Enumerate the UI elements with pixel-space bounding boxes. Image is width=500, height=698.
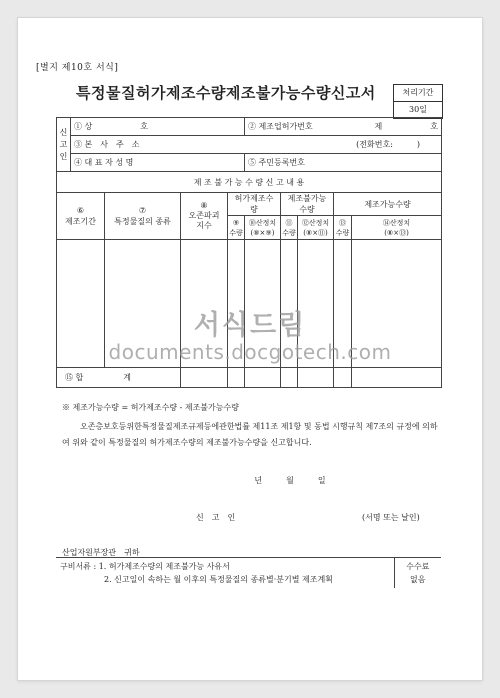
representative-field[interactable]: ④ 대 표 자 성 명 — [71, 154, 245, 172]
form-number: [별지 제10호 서식] — [36, 63, 119, 73]
header-c9: ⑨ 수량 — [228, 216, 245, 240]
resident-number-field[interactable]: ⑤ 주민등록번호 — [245, 154, 442, 172]
header-impossible-quantity: 제조불가능수량 — [281, 193, 334, 216]
processing-period-label: 처리기간 — [402, 88, 434, 97]
fee-box — [394, 558, 441, 589]
fee-label: 수수료 — [406, 562, 430, 571]
formula-note: ※ 제조가능수량 = 허가제조수량 - 제조불가능수량 — [62, 403, 239, 412]
watermark-title: 서식드림 — [193, 310, 307, 341]
total-row — [57, 368, 442, 388]
total-label: ⑮ 합 계 — [57, 368, 181, 388]
header-c12: ⑫산정치 (⑧×⑪) — [298, 216, 334, 240]
processing-period-value: 30일 — [394, 101, 442, 118]
date-line[interactable]: 년 월 일 — [254, 476, 326, 485]
trade-name-field[interactable]: ① 상 호 — [71, 118, 245, 136]
header-c13: ⑬ 수량 — [334, 216, 352, 240]
attachments-label: 구비서류 : — [60, 562, 97, 571]
signer-label: 신 고 인 — [196, 513, 236, 522]
page-title: 특정물질허가제조수량제조불가능수량신고서 — [76, 84, 376, 102]
permit-number-field[interactable]: ② 제조업허가번호 제 호 — [245, 118, 442, 136]
watermark-url: documents.docgotech.com — [108, 340, 392, 364]
header-c11: ⑪ 수량 — [281, 216, 298, 240]
reporter-side-label: 신 고 인 — [57, 118, 71, 172]
recipient: 산업자원부장관 귀하 — [62, 548, 140, 557]
processing-period-box — [393, 84, 443, 119]
header-permitted-quantity: 허가제조수량 — [228, 193, 281, 216]
declaration-text: 오존층보호등위한특정물질제조규제등에관한법률 제11조 제1항 및 동법 시행규칙 제7조의 규정에 의하여 위와 같이 특정물질의 허가제조수량의 제조불가능수량을 신고합니다. — [62, 422, 438, 447]
header-c14: ⑭산정치 (⑧×⑬) — [352, 216, 442, 240]
fee-value: 없음 — [410, 575, 426, 584]
attachment-item-1: 1. 허가제조수량의 제조불가능 사유서 — [98, 562, 230, 571]
header-ozone-index: ⑧ 오존파괴 지수 — [181, 193, 228, 240]
attachment-item-2: 2. 신고일이 속하는 월 이후의 특정물질의 종류별·분기별 제조계획 — [104, 575, 333, 584]
header-possible-quantity: 제조가능수량 — [334, 193, 442, 216]
header-c10: ⑩산정치 (⑧×⑨) — [245, 216, 281, 240]
signature-field[interactable]: (서명 또는 날인) — [362, 513, 420, 522]
attachments-list — [56, 558, 394, 589]
attachments-table — [56, 557, 441, 588]
section-title: 제 조 불 가 능 수 량 신 고 내 용 — [57, 172, 442, 193]
header-kind: ⑦ 특정물질의 종류 — [105, 193, 181, 240]
header-period: ⑥ 제조기간 — [57, 193, 105, 240]
address-field[interactable]: ③ 본 사 주 소 (전화번호: ) — [71, 136, 442, 154]
